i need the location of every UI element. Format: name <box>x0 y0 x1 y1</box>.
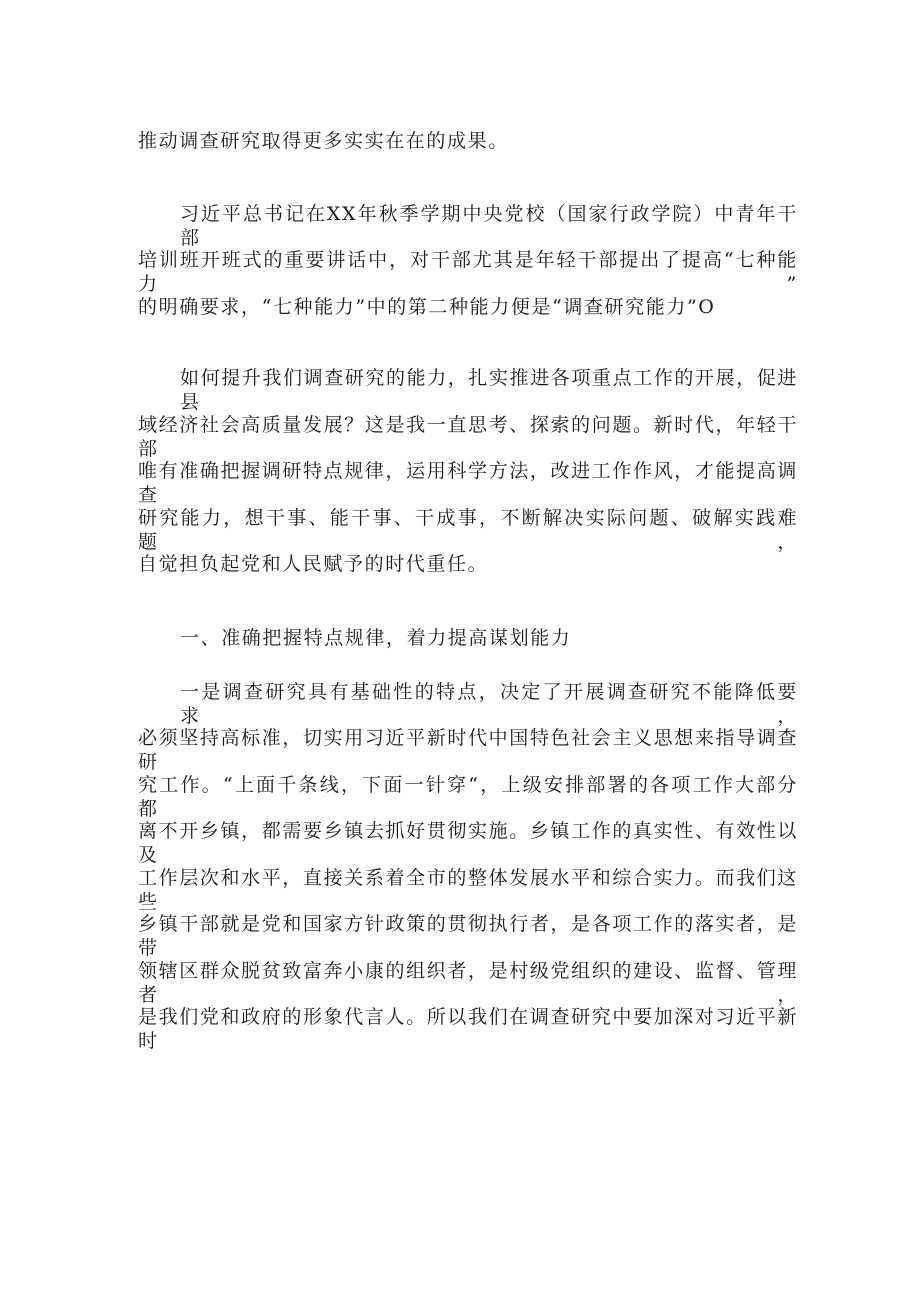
text-line: 域经济社会高质量发展？这是我一直思考、探索的问题。新时代，年轻干部 <box>138 414 798 460</box>
section-heading: 一、准确把握特点规律，着力提高谋划能力 <box>180 627 572 649</box>
text-line: 必须坚持高标准，切实用习近平新时代中国特色社会主义思想来指导调查研 <box>138 727 798 773</box>
text-line: 究工作。“上面千条线，下面一针穿“，上级安排部署的各项工作大部分都 <box>138 774 798 820</box>
text-line: 的明确要求，“七种能力”中的第二种能力便是“调查研究能力”O <box>138 296 716 318</box>
text-line: 领辖区群众脱贫致富奔小康的组织者，是村级党组织的建设、监督、管理者， <box>138 960 798 1006</box>
text-line: 唯有准确把握调研特点规律，运用科学方法，改进工作作风，才能提高调查 <box>138 460 798 506</box>
text-line: 习近平总书记在XX年秋季学期中央党校（国家行政学院）中青年干部 <box>180 203 798 249</box>
text-line: 工作层次和水平，直接关系着全市的整体发展水平和综合实力。而我们这些 <box>138 867 798 913</box>
text-line: 是我们党和政府的形象代言人。所以我们在调查研究中要加深对习近平新时 <box>138 1006 798 1052</box>
text-line: 如何提升我们调查研究的能力，扎实推进各项重点工作的开展，促进县 <box>180 367 799 413</box>
text-line: 离不开乡镇，都需要乡镇去抓好贯彻实施。乡镇工作的真实性、有效性以及 <box>138 820 798 866</box>
text-line: 自觉担负起党和人民赋予的时代重任。 <box>138 553 489 575</box>
text-line: 培训班开班式的重要讲话中，对干部尤其是年轻干部提出了提高“七种能力” <box>138 249 798 295</box>
text-line: 一是调查研究具有基础性的特点，决定了开展调查研究不能降低要求， <box>180 681 798 727</box>
text-line: 乡镇干部就是党和国家方针政策的贯彻执行者，是各项工作的落实者，是带 <box>138 913 798 959</box>
text-line: 推动调查研究取得更多实实在在的成果。 <box>138 130 509 152</box>
text-line: 研究能力，想干事、能干事、干成事，不断解决实际问题、破解实践难题， <box>138 507 798 553</box>
